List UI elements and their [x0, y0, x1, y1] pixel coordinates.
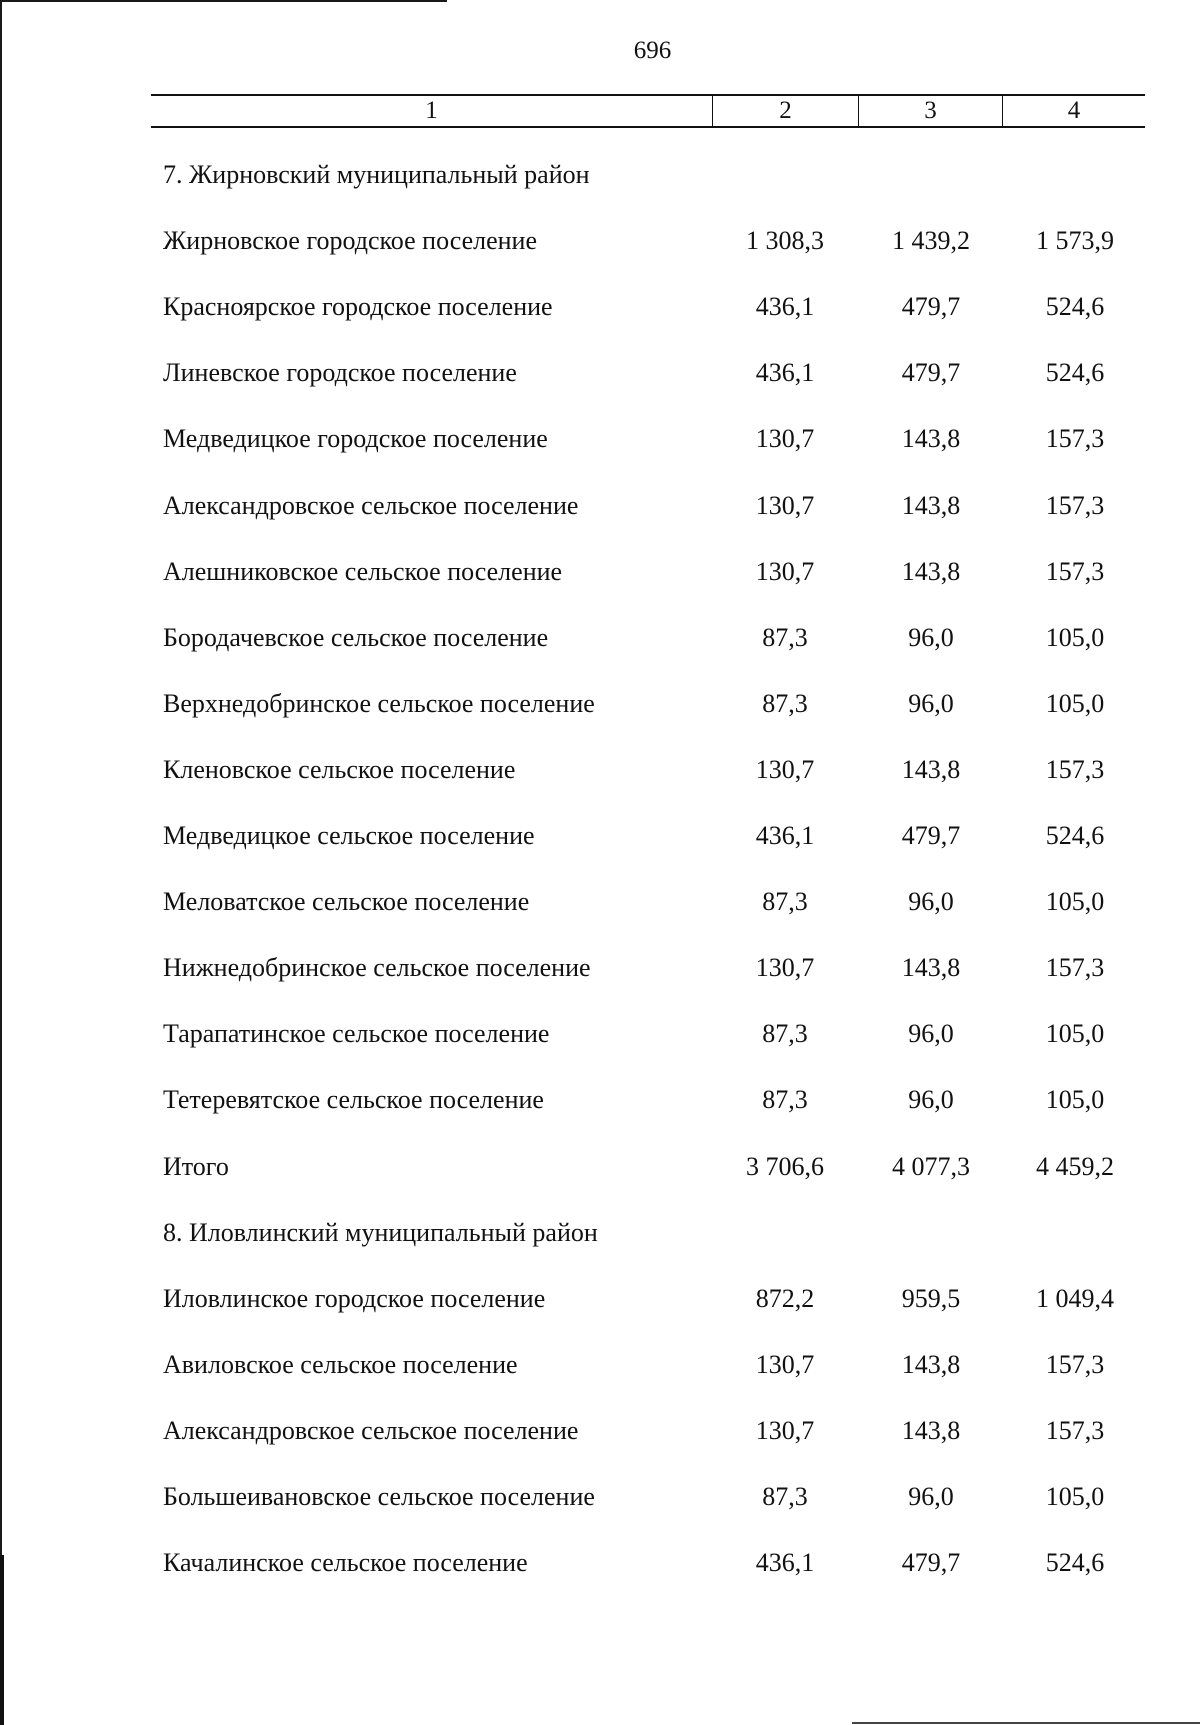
row-value-col-4: 157,3: [1045, 755, 1105, 784]
row-name: 8. Иловлинский муниципальный район: [163, 1218, 598, 1247]
table-row: [0, 1347, 1200, 1383]
row-value-col-3: 143,8: [901, 557, 961, 586]
row-value-col-4: 157,3: [1045, 953, 1105, 982]
row-name: Красноярское городское поселение: [163, 292, 553, 321]
row-value-col-3: 959,5: [901, 1284, 961, 1313]
table-row: [0, 1413, 1200, 1449]
column-header-1: 1: [425, 97, 438, 124]
row-value-col-4: 157,3: [1045, 491, 1105, 520]
row-value-col-4: 524,6: [1045, 821, 1105, 850]
row-name: Итого: [163, 1152, 229, 1181]
row-name: Иловлинское городское поселение: [163, 1284, 546, 1313]
table-row: [0, 818, 1200, 854]
row-value-col-3: 96,0: [908, 689, 954, 718]
row-name: Тарапатинское сельское поселение: [163, 1019, 550, 1048]
row-value-col-4: 1 049,4: [1036, 1284, 1114, 1313]
table-row: [0, 1082, 1200, 1118]
row-name: Медведицкое городское поселение: [163, 424, 548, 453]
table-row: [0, 686, 1200, 722]
row-value-col-2: 130,7: [755, 491, 815, 520]
row-value-col-2: 130,7: [755, 953, 815, 982]
table-row: [0, 1281, 1200, 1317]
row-value-col-2: 87,3: [762, 689, 808, 718]
row-value-col-4: 105,0: [1045, 887, 1105, 916]
row-value-col-4: 105,0: [1045, 689, 1105, 718]
table-row: [0, 488, 1200, 524]
table-row: [0, 554, 1200, 590]
row-value-col-2: 130,7: [755, 557, 815, 586]
row-name: Большеивановское сельское поселение: [163, 1482, 595, 1511]
row-value-col-2: 436,1: [755, 292, 815, 321]
row-name: Тетеревятское сельское поселение: [163, 1085, 544, 1114]
row-value-col-4: 157,3: [1045, 424, 1105, 453]
row-value-col-2: 130,7: [755, 1416, 815, 1445]
row-value-col-3: 479,7: [901, 1548, 961, 1577]
row-value-col-3: 143,8: [901, 424, 961, 453]
table-row: [0, 620, 1200, 656]
row-name: Меловатское сельское поселение: [163, 887, 530, 916]
row-name: Жирновское городское поселение: [163, 226, 538, 255]
row-value-col-3: 479,7: [901, 358, 961, 387]
row-value-col-4: 105,0: [1045, 1482, 1105, 1511]
row-value-col-2: 87,3: [762, 623, 808, 652]
table-row: [0, 950, 1200, 986]
row-value-col-2: 130,7: [755, 1350, 815, 1379]
row-value-col-3: 479,7: [901, 292, 961, 321]
row-value-col-4: 524,6: [1045, 292, 1105, 321]
row-value-col-3: 143,8: [901, 1416, 961, 1445]
row-value-col-3: 96,0: [908, 887, 954, 916]
table-row: [0, 752, 1200, 788]
column-header-2: 2: [712, 96, 858, 126]
table-row: [0, 289, 1200, 325]
row-value-col-2: 3 706,6: [746, 1152, 824, 1181]
table-row: [0, 421, 1200, 457]
row-value-col-3: 143,8: [901, 1350, 961, 1379]
row-name: Александровское сельское поселение: [163, 491, 579, 520]
row-value-col-2: 436,1: [755, 358, 815, 387]
table-row: [0, 223, 1200, 259]
row-name: Нижнедобринское сельское поселение: [163, 953, 591, 982]
page-number: 696: [633, 37, 672, 64]
row-value-col-4: 4 459,2: [1036, 1152, 1114, 1181]
row-value-col-3: 96,0: [908, 1085, 954, 1114]
row-value-col-3: 143,8: [901, 755, 961, 784]
row-value-col-3: 4 077,3: [892, 1152, 970, 1181]
row-value-col-2: 436,1: [755, 1548, 815, 1577]
row-value-col-4: 157,3: [1045, 1350, 1105, 1379]
column-header-3: 3: [858, 96, 1002, 126]
column-header-4: 4: [1002, 96, 1145, 126]
row-value-col-4: 524,6: [1045, 358, 1105, 387]
row-value-col-4: 105,0: [1045, 1085, 1105, 1114]
row-value-col-2: 1 308,3: [746, 226, 824, 255]
row-value-col-3: 96,0: [908, 1019, 954, 1048]
row-value-col-3: 143,8: [901, 953, 961, 982]
row-name: Авиловское сельское поселение: [163, 1350, 518, 1379]
row-value-col-2: 130,7: [755, 424, 815, 453]
row-name: Бородачевское сельское поселение: [163, 623, 549, 652]
row-value-col-3: 96,0: [908, 623, 954, 652]
row-name: Верхнедобринское сельское поселение: [163, 689, 595, 718]
row-value-col-4: 157,3: [1045, 557, 1105, 586]
table-row: [0, 884, 1200, 920]
table-row: [0, 1149, 1200, 1185]
row-name: 7. Жирновский муниципальный район: [163, 160, 590, 189]
row-value-col-4: 1 573,9: [1036, 226, 1114, 255]
row-value-col-2: 872,2: [755, 1284, 815, 1313]
row-value-col-3: 143,8: [901, 491, 961, 520]
row-name: Медведицкое сельское поселение: [163, 821, 535, 850]
row-value-col-2: 87,3: [762, 1085, 808, 1114]
row-name: Кленовское сельское поселение: [163, 755, 516, 784]
table-row: [0, 355, 1200, 391]
table-row: [0, 1479, 1200, 1515]
row-name: Алешниковское сельское поселение: [163, 557, 563, 586]
row-value-col-2: 130,7: [755, 755, 815, 784]
row-value-col-4: 157,3: [1045, 1416, 1105, 1445]
row-value-col-2: 87,3: [762, 887, 808, 916]
row-value-col-3: 1 439,2: [892, 226, 970, 255]
row-value-col-2: 87,3: [762, 1482, 808, 1511]
row-value-col-3: 479,7: [901, 821, 961, 850]
table-row: [0, 1016, 1200, 1052]
table-row: [0, 1215, 1200, 1251]
table-row: [0, 1545, 1200, 1581]
table-row: [0, 157, 1200, 193]
row-name: Линевское городское поселение: [163, 358, 517, 387]
row-value-col-4: 105,0: [1045, 623, 1105, 652]
row-name: Александровское сельское поселение: [163, 1416, 579, 1445]
row-value-col-2: 87,3: [762, 1019, 808, 1048]
row-value-col-3: 96,0: [908, 1482, 954, 1511]
row-name: Качалинское сельское поселение: [163, 1548, 528, 1577]
row-value-col-4: 105,0: [1045, 1019, 1105, 1048]
row-value-col-4: 524,6: [1045, 1548, 1105, 1577]
row-value-col-2: 436,1: [755, 821, 815, 850]
